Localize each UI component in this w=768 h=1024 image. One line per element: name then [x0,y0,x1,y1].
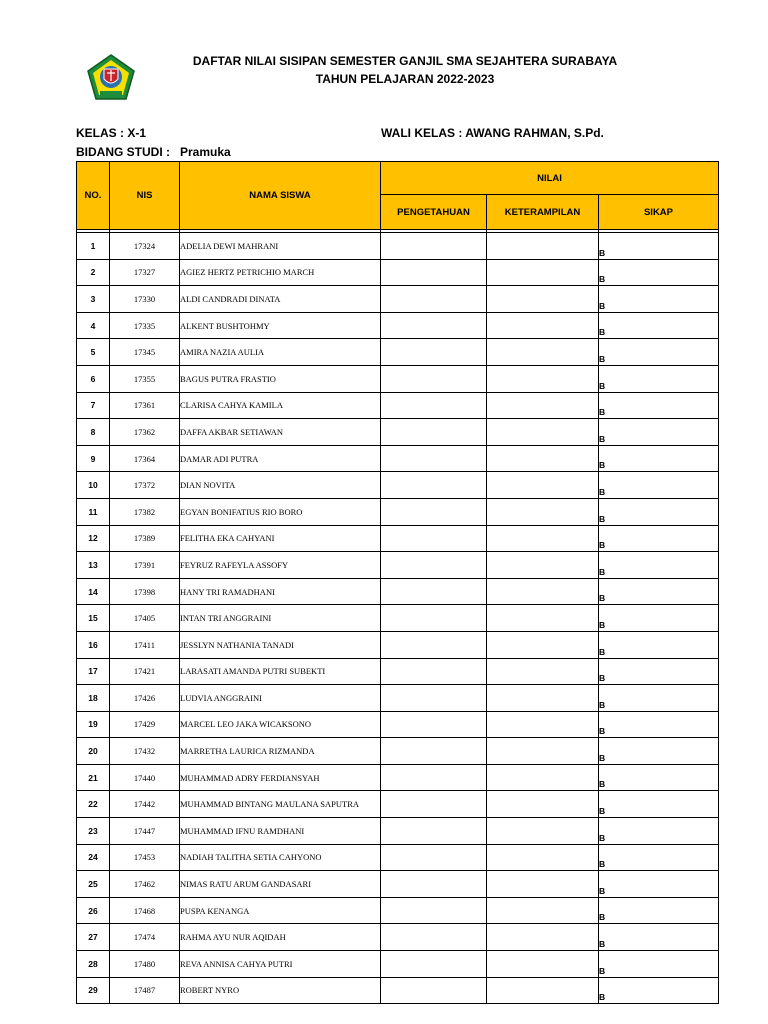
student-nis: 17487 [110,977,180,1004]
pengetahuan-cell [381,525,487,552]
row-number: 16 [77,631,110,658]
academic-year: TAHUN PELAJARAN 2022-2023 [315,72,495,86]
table-row [77,445,719,472]
table-row [77,605,719,632]
table-row [77,951,719,978]
student-nis: 17447 [110,818,180,845]
row-number: 14 [77,578,110,605]
keterampilan-cell [487,685,599,712]
keterampilan-cell [487,977,599,1004]
sikap-cell: B [599,711,719,738]
keterampilan-cell [487,578,599,605]
student-name: FEYRUZ RAFEYLA ASSOFY [180,552,381,579]
row-number: 23 [77,818,110,845]
pengetahuan-cell [381,924,487,951]
row-number: 18 [77,685,110,712]
student-name: JESSLYN NATHANIA TANADI [180,631,381,658]
student-name: DAMAR ADI PUTRA [180,445,381,472]
pengetahuan-cell [381,365,487,392]
student-name: BAGUS PUTRA FRASTIO [180,365,381,392]
student-name: LARASATI AMANDA PUTRI SUBEKTI [180,658,381,685]
row-number: 25 [77,871,110,898]
student-name: DAFFA AKBAR SETIAWAN [180,419,381,446]
pengetahuan-cell [381,312,487,339]
pengetahuan-cell [381,419,487,446]
table-row [77,738,719,765]
sikap-cell: B [599,233,719,260]
keterampilan-cell [487,738,599,765]
pengetahuan-cell [381,392,487,419]
pengetahuan-cell [381,233,487,260]
student-nis: 17382 [110,498,180,525]
sikap-cell: B [599,977,719,1004]
student-nis: 17362 [110,419,180,446]
row-number: 5 [77,339,110,366]
pengetahuan-cell [381,658,487,685]
sikap-cell: B [599,365,719,392]
pengetahuan-cell [381,472,487,499]
table-row [77,259,719,286]
sikap-cell: B [599,658,719,685]
student-nis: 17453 [110,844,180,871]
pengetahuan-cell [381,844,487,871]
student-name: MUHAMMAD BINTANG MAULANA SAPUTRA [180,791,381,818]
student-name: FELITHA EKA CAHYANI [180,525,381,552]
row-number: 6 [77,365,110,392]
keterampilan-cell [487,658,599,685]
student-nis: 17442 [110,791,180,818]
keterampilan-cell [487,605,599,632]
row-number: 28 [77,951,110,978]
table-row [77,365,719,392]
grades-table [76,161,719,1004]
table-row [77,818,719,845]
col-header-nis: NIS [110,162,180,230]
pengetahuan-cell [381,339,487,366]
sikap-cell: B [599,844,719,871]
student-nis: 17440 [110,764,180,791]
keterampilan-cell [487,339,599,366]
row-number: 3 [77,286,110,313]
student-name: ADELIA DEWI MAHRANI [180,233,381,260]
row-number: 1 [77,233,110,260]
student-nis: 17421 [110,658,180,685]
row-number: 17 [77,658,110,685]
keterampilan-cell [487,233,599,260]
student-name: AMIRA NAZIA AULIA [180,339,381,366]
row-number: 11 [77,498,110,525]
row-number: 22 [77,791,110,818]
student-nis: 17389 [110,525,180,552]
keterampilan-cell [487,472,599,499]
table-row [77,711,719,738]
keterampilan-cell [487,951,599,978]
student-nis: 17335 [110,312,180,339]
table-row [77,419,719,446]
row-number: 26 [77,897,110,924]
student-nis: 17411 [110,631,180,658]
sikap-cell: B [599,871,719,898]
row-number: 27 [77,924,110,951]
student-name: DIAN NOVITA [180,472,381,499]
row-number: 10 [77,472,110,499]
pengetahuan-cell [381,286,487,313]
sikap-cell: B [599,525,719,552]
row-number: 9 [77,445,110,472]
keterampilan-cell [487,764,599,791]
student-nis: 17468 [110,897,180,924]
pengetahuan-cell [381,631,487,658]
table-row [77,791,719,818]
sikap-cell: B [599,924,719,951]
pengetahuan-cell [381,498,487,525]
table-row [77,844,719,871]
student-name: MUHAMMAD ADRY FERDIANSYAH [180,764,381,791]
table-row [77,552,719,579]
sikap-cell: B [599,472,719,499]
student-name: HANY TRI RAMADHANI [180,578,381,605]
row-number: 13 [77,552,110,579]
student-name: ALKENT BUSHTOHMY [180,312,381,339]
student-name: INTAN TRI ANGGRAINI [180,605,381,632]
school-emblem-icon [86,53,136,103]
sikap-cell: B [599,339,719,366]
table-row [77,871,719,898]
sikap-cell: B [599,286,719,313]
keterampilan-cell [487,525,599,552]
student-name: EGYAN BONIFATIUS RIO BORO [180,498,381,525]
row-number: 24 [77,844,110,871]
table-row [77,498,719,525]
student-name: NADIAH TALITHA SETIA CAHYONO [180,844,381,871]
keterampilan-cell [487,844,599,871]
student-name: MUHAMMAD IFNU RAMDHANI [180,818,381,845]
student-nis: 17361 [110,392,180,419]
row-number: 2 [77,259,110,286]
pengetahuan-cell [381,685,487,712]
keterampilan-cell [487,631,599,658]
document-title: DAFTAR NILAI SISIPAN SEMESTER GANJIL SMA SEJAHTERA SURABAYA [192,54,618,68]
student-name: MARRETHA LAURICA RIZMANDA [180,738,381,765]
bidang-studi-value: Pramuka [180,145,231,159]
row-number: 4 [77,312,110,339]
pengetahuan-cell [381,711,487,738]
student-name: ROBERT NYRO [180,977,381,1004]
table-row [77,578,719,605]
table-row [77,525,719,552]
student-nis: 17462 [110,871,180,898]
sikap-cell: B [599,392,719,419]
col-header-pengetahuan: PENGETAHUAN [381,195,487,230]
student-nis: 17327 [110,259,180,286]
student-nis: 17345 [110,339,180,366]
row-number: 29 [77,977,110,1004]
sikap-cell: B [599,791,719,818]
student-nis: 17324 [110,233,180,260]
student-name: MARCEL LEO JAKA WICAKSONO [180,711,381,738]
row-number: 8 [77,419,110,446]
col-header-sikap: SIKAP [599,195,719,230]
sikap-cell: B [599,631,719,658]
student-name: ALDI CANDRADI DINATA [180,286,381,313]
table-row [77,685,719,712]
student-nis: 17364 [110,445,180,472]
sikap-cell: B [599,897,719,924]
student-nis: 17355 [110,365,180,392]
kelas-label: KELAS : X-1 [76,126,147,140]
keterampilan-cell [487,259,599,286]
col-header-keterampilan: KETERAMPILAN [487,195,599,230]
col-header-no: NO. [77,162,110,230]
table-row [77,977,719,1004]
table-row [77,392,719,419]
sikap-cell: B [599,312,719,339]
student-name: RAHMA AYU NUR AQIDAH [180,924,381,951]
keterampilan-cell [487,365,599,392]
student-nis: 17372 [110,472,180,499]
row-number: 12 [77,525,110,552]
keterampilan-cell [487,445,599,472]
pengetahuan-cell [381,738,487,765]
student-name: LUDVIA ANGGRAINI [180,685,381,712]
table-row [77,472,719,499]
table-row [77,233,719,260]
keterampilan-cell [487,897,599,924]
student-name: NIMAS RATU ARUM GANDASARI [180,871,381,898]
sikap-cell: B [599,605,719,632]
student-name: CLARISA CAHYA KAMILA [180,392,381,419]
sikap-cell: B [599,552,719,579]
student-name: REVA ANNISA CAHYA PUTRI [180,951,381,978]
row-number: 7 [77,392,110,419]
table-row [77,339,719,366]
table-row [77,286,719,313]
table-row [77,764,719,791]
wali-kelas-label: WALI KELAS : AWANG RAHMAN, S.Pd. [381,126,604,140]
row-number: 21 [77,764,110,791]
student-nis: 17480 [110,951,180,978]
keterampilan-cell [487,924,599,951]
keterampilan-cell [487,552,599,579]
sikap-cell: B [599,578,719,605]
pengetahuan-cell [381,791,487,818]
student-name: PUSPA KENANGA [180,897,381,924]
keterampilan-cell [487,711,599,738]
row-number: 15 [77,605,110,632]
sikap-cell: B [599,498,719,525]
pengetahuan-cell [381,977,487,1004]
student-nis: 17429 [110,711,180,738]
sikap-cell: B [599,764,719,791]
sikap-cell: B [599,951,719,978]
student-nis: 17391 [110,552,180,579]
student-nis: 17426 [110,685,180,712]
pengetahuan-cell [381,951,487,978]
pengetahuan-cell [381,897,487,924]
table-row [77,897,719,924]
student-nis: 17474 [110,924,180,951]
pengetahuan-cell [381,552,487,579]
sikap-cell: B [599,445,719,472]
keterampilan-cell [487,392,599,419]
row-number: 19 [77,711,110,738]
student-nis: 17330 [110,286,180,313]
table-row [77,631,719,658]
keterampilan-cell [487,791,599,818]
table-row [77,312,719,339]
pengetahuan-cell [381,445,487,472]
student-name: AGIEZ HERTZ PETRICHIO MARCH [180,259,381,286]
sikap-cell: B [599,685,719,712]
keterampilan-cell [487,871,599,898]
pengetahuan-cell [381,871,487,898]
student-nis: 17432 [110,738,180,765]
keterampilan-cell [487,419,599,446]
pengetahuan-cell [381,818,487,845]
col-header-nama: NAMA SISWA [180,162,381,230]
keterampilan-cell [487,286,599,313]
bidang-studi-label: BIDANG STUDI : [76,145,170,159]
pengetahuan-cell [381,764,487,791]
pengetahuan-cell [381,578,487,605]
keterampilan-cell [487,818,599,845]
sikap-cell: B [599,419,719,446]
col-header-nilai: NILAI [381,162,719,195]
table-row [77,924,719,951]
sikap-cell: B [599,259,719,286]
pengetahuan-cell [381,259,487,286]
sikap-cell: B [599,738,719,765]
keterampilan-cell [487,498,599,525]
student-nis: 17405 [110,605,180,632]
student-nis: 17398 [110,578,180,605]
pengetahuan-cell [381,605,487,632]
row-number: 20 [77,738,110,765]
sikap-cell: B [599,818,719,845]
table-row [77,658,719,685]
keterampilan-cell [487,312,599,339]
